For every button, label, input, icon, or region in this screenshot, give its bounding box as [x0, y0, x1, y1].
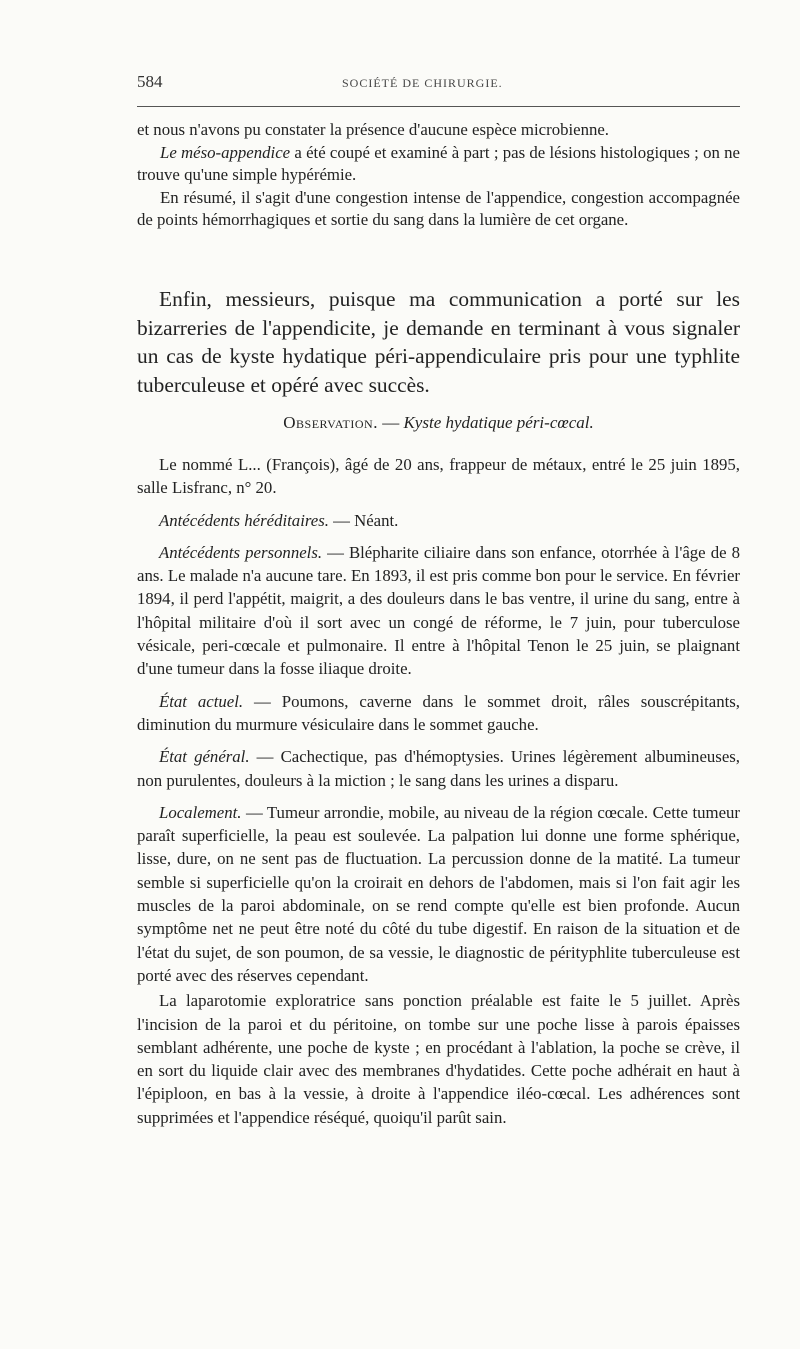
observation-body: [137, 453, 740, 1138]
intro-paragraph-3: En résumé, il s'agit d'une congestion intense de l'appendice, congestion accompagnée de points hémorrhagiques et sortie du sang dans la lumière de cet organe.: [137, 187, 740, 230]
obs-paragraph: [137, 453, 740, 500]
obs-paragraph: [137, 989, 740, 1129]
obs-paragraph-text: — Néant.: [328, 510, 399, 530]
observation-heading: [137, 413, 740, 433]
obs-paragraph-text: — Cachectique, pas d'hémoptysies. Urines légèrement albumineuses, non purulentes, douleurs à la miction ; le sang dans les urines a disparu.: [137, 747, 740, 790]
obs-paragraph-italic: Localement.: [159, 802, 242, 822]
obs-paragraph: [137, 541, 740, 681]
obs-paragraph: [137, 509, 740, 532]
obs-paragraph-italic: Antécédents héréditaires.: [159, 510, 329, 530]
large-paragraph: Enfin, messieurs, puisque ma communication a porté sur les bizarreries de l'appendicite, je demande en terminant à vous signaler un cas de kyste hydatique péri-appendiculaire pris pour une typhlite tuberculeuse et opéré avec succès.: [137, 287, 740, 397]
obs-paragraph-italic: État actuel.: [159, 691, 244, 711]
obs-paragraph: [137, 690, 740, 737]
observation-dash: —: [377, 413, 404, 432]
obs-paragraph-text: Le nommé L... (François), âgé de 20 ans, frappeur de métaux, entré le 25 juin 1895, salle Lisfranc, n° 20.: [137, 455, 740, 498]
intro-paragraph-2: [137, 142, 740, 187]
observation-label: Observation.: [283, 413, 378, 432]
large-paragraph-block: [137, 285, 740, 399]
page-header: [137, 72, 740, 102]
intro-paragraph-1: et nous n'avons pu constater la présence d'aucune espèce microbienne.: [137, 120, 610, 139]
running-head: SOCIÉTÉ DE CHIRURGIE.: [342, 76, 503, 90]
obs-paragraph-italic: Antécédents personnels.: [159, 542, 323, 562]
obs-paragraph-italic: État général.: [159, 747, 250, 767]
obs-paragraph-text: La laparotomie exploratrice sans ponction préalable est faite le 5 juillet. Après l'incision de la paroi et du péritoine, on tombe sur une poche lisse à parois épaisses semblant adhérente, une poche de kyste ; en procédant à l'ablation, la poche se crève, il en sort du liquide clair avec des membranes d'hydatides. Cette poche adhérait en haut à l'épiploon, en bas à la vessie, à droite à l'appendice iléo-cœcal. Les adhérences sont supprimées et l'appendice réséqué, quoiqu'il parût sain.: [137, 991, 740, 1127]
page-number: 584: [137, 72, 163, 91]
header-rule: [137, 106, 740, 107]
intro-paragraph-2-text: a été coupé et examiné à part ; pas de lésions histologiques ; on ne trouve qu'une simple hypérémie.: [137, 142, 740, 185]
obs-paragraph-text: — Tumeur arrondie, mobile, au niveau de la région cœcale. Cette tumeur paraît superficielle, la peau est soulevée. La palpation lui donne une forme sphérique, lisse, dure, on ne sent pas de fluctuation. La percussion donne de la matité. La tumeur semble si superficielle qu'on la croirait en dehors de l'abdomen, mais si l'on fait agir les muscles de la paroi abdominale, on se rend compte qu'elle est bien profonde. Aucun symptôme net ne peut être noté du côté du tube digestif. En raison de la situation et de l'état du sujet, de son poumon, de sa vessie, le diagnostic de pérityphlite tuberculeuse est porté avec des réserves cependant.: [137, 802, 740, 985]
obs-paragraph: [137, 745, 740, 792]
obs-paragraph-text: — Poumons, caverne dans le sommet droit, râles souscrépitants, diminution du murmure vésiculaire dans le sommet gauche.: [137, 691, 740, 734]
intro-text: [137, 119, 740, 232]
obs-paragraph: [137, 801, 740, 987]
obs-paragraph-text: — Blépharite ciliaire dans son enfance, otorrhée à l'âge de 8 ans. Le malade n'a aucune tare. En 1893, il est pris comme bon pour le service. En février 1894, il perd l'appétit, maigrit, a des douleurs dans le bas ventre, il urine du sang, entre à l'hôpital militaire d'où il sort avec un congé de réforme, le 7 juin, pour tuberculose vésicale, peri-cœcale et pulmonaire. Il entre à l'hôpital Tenon le 25 juin, se plaignant d'une tumeur dans la fosse iliaque droite.: [137, 542, 740, 679]
observation-title: Kyste hydatique péri-cœcal.: [403, 413, 594, 432]
intro-paragraph-2-italic: Le méso-appendice: [160, 142, 291, 162]
